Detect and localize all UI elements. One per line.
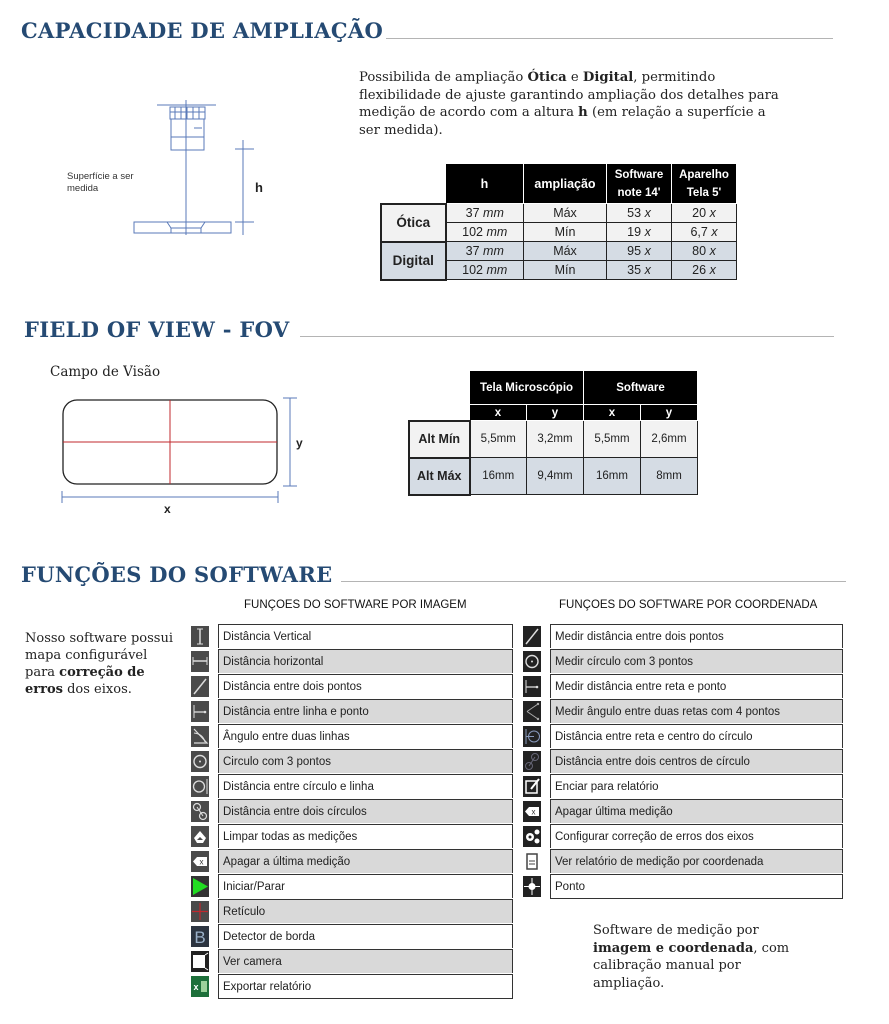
function-item [191,949,513,974]
fov-cell: 16mm [470,458,527,495]
circle-line-distance-icon [191,776,209,797]
function-item [523,674,843,699]
unit: mm [483,244,504,258]
function-label: Ver camera [218,949,513,973]
unit: x [709,244,716,258]
aparelho-cell [672,223,737,242]
function-item [191,674,513,699]
table-row [409,421,698,458]
edge-detector-icon [191,926,209,947]
value: 37 [465,244,480,258]
value: 19 [627,225,642,239]
fov-cell: 16mm [584,458,641,495]
edit-report-icon [523,776,541,797]
function-item [523,874,843,899]
header-text: h [480,176,489,191]
function-label: Distância entre linha e ponto [218,699,513,723]
unit: x [709,263,716,277]
fov-cell: 3,2mm [527,421,584,458]
function-label: Apagar última medição [550,799,843,823]
height-label: h [255,180,263,195]
function-item [191,724,513,749]
section-title-fov: FIELD OF VIEW - FOV [24,317,290,342]
bold-text: h [578,105,588,120]
bold-text: Ótica [527,70,567,85]
unit: mm [486,225,508,239]
header-tela-microscopio: Tela Microscópio [470,371,584,405]
delete-last-icon [191,851,209,872]
ampliacao-cell: Mín [524,261,607,280]
fov-cell: 8mm [641,458,698,495]
function-item [523,774,843,799]
header-text: ampliação [534,176,596,191]
function-label: Medir ângulo entre duas retas com 4 pontos [550,699,843,723]
fov-subtitle: Campo de Visão [50,364,161,380]
delete-last-icon [523,801,541,822]
reticle-icon [191,901,209,922]
ampliacao-cell: Máx [524,242,607,261]
section-title-magnification: CAPACIDADE DE AMPLIAÇÃO [21,18,384,43]
subheader-x: x [470,405,527,421]
line-point-distance-icon [523,676,541,697]
row-label-alt-max: Alt Máx [409,458,470,495]
unit: x [709,206,716,220]
function-label: Distância horizontal [218,649,513,673]
document-icon [523,851,541,872]
table-row [409,458,698,495]
text: , com calibração manual por ampliação. [593,940,790,991]
function-item [523,699,843,724]
ampliacao-cell: Mín [524,223,607,242]
value: 102 [462,225,484,239]
function-label: Distância entre dois círculos [218,799,513,823]
h-cell [446,223,524,242]
fov-cell: 2,6mm [641,421,698,458]
error-correction-note [25,630,175,698]
h-cell [446,242,524,261]
table-row [381,242,737,261]
bold-text: imagem e coordenada [593,940,754,956]
h-cell [446,204,524,223]
camera-view-icon [191,951,209,972]
excel-export-icon [191,976,209,997]
circle-3-points-icon [523,651,541,672]
function-label: Configurar correção de erros dos eixos [550,824,843,848]
function-item [191,699,513,724]
fov-table [408,370,698,496]
line-point-distance-icon [191,701,209,722]
function-label: Distância Vertical [218,624,513,648]
function-item [191,899,513,924]
fov-cell: 5,5mm [584,421,641,458]
function-item [191,824,513,849]
software-cell [607,242,672,261]
function-label: Enciar para relatório [550,774,843,798]
header-text: Software [614,168,664,181]
svg-text:x: x [193,982,199,992]
empty-corner [409,371,470,405]
bold-text: correção de erros [25,665,145,697]
function-item [523,649,843,674]
function-label: Distância entre dois pontos [218,674,513,698]
value: 35 [627,263,642,277]
group-otica: Ótica [381,204,446,242]
function-item [191,874,513,899]
value: 53 [627,206,642,220]
value: 26 [692,263,707,277]
svg-text:x: x [199,857,204,867]
two-points-distance-icon [523,626,541,647]
section-title-software: FUNÇÕES DO SOFTWARE [21,562,333,587]
function-item [523,849,843,874]
subheader-y: y [527,405,584,421]
subheader-x: x [584,405,641,421]
fov-cell: 9,4mm [527,458,584,495]
unit: mm [486,263,508,277]
bold-text: Digital [582,70,634,85]
function-label: Retículo [218,899,513,923]
function-item [191,774,513,799]
two-circle-centers-icon [523,751,541,772]
function-item [523,749,843,774]
coordinate-functions-list [523,624,843,899]
function-item [523,624,843,649]
value: 20 [692,206,707,220]
unit: x [644,225,651,239]
unit: x [644,263,651,277]
surface-label: Superfície a ser medida [67,171,134,194]
fov-x-label: x [164,502,171,516]
function-label: Ângulo entre duas linhas [218,724,513,748]
header-text: Aparelho [679,168,729,181]
play-icon [191,876,209,897]
software-cell [607,261,672,280]
function-item [523,824,843,849]
empty-corner [381,164,446,204]
svg-text:B: B [194,928,206,947]
function-label: Medir círculo com 3 pontos [550,649,843,673]
function-label: Circulo com 3 pontos [218,749,513,773]
header-software: Software [584,371,698,405]
aparelho-cell [672,204,737,223]
text: , permitindo flexibilidade de ajuste garantindo ampliação dos detalhes para medição de acordo com a altura [359,70,779,120]
two-points-distance-icon [191,676,209,697]
header-aparelho [672,164,737,204]
value: 102 [462,263,484,277]
unit: x [644,244,651,258]
text: Possibilida de ampliação [359,70,528,85]
eraser-icon [191,826,209,847]
function-label: Ver relatório de medição por coordenada [550,849,843,873]
coordinate-functions-title: FUNÇOES DO SOFTWARE POR COORDENADA [559,599,818,611]
table-row [381,204,737,223]
h-cell [446,261,524,280]
function-label: Distância entre reta e centro do círculo [550,724,843,748]
software-summary-note [593,922,793,992]
value: 6,7 [690,225,708,239]
text: dos eixos. [62,682,132,697]
subheader-y: y [641,405,698,421]
unit: x [644,206,651,220]
point-icon [523,876,541,897]
section-rule [300,336,834,337]
header-ampliacao [524,164,607,204]
row-label-alt-min: Alt Mín [409,421,470,458]
empty-corner [409,405,470,421]
image-functions-title: FUNÇOES DO SOFTWARE POR IMAGEM [244,599,467,611]
function-label: Ponto [550,874,843,899]
function-item [191,849,513,874]
field-of-view-diagram [40,385,320,520]
svg-text:x: x [531,807,536,817]
ampliacao-cell: Máx [524,204,607,223]
function-label: Medir distância entre dois pontos [550,624,843,648]
software-cell [607,223,672,242]
magnification-table [380,163,737,281]
horizontal-distance-icon [191,651,209,672]
aparelho-cell [672,261,737,280]
function-item [191,749,513,774]
aparelho-cell [672,242,737,261]
section-rule [341,581,846,582]
header-text: Tela 5' [686,186,722,199]
function-item [191,799,513,824]
function-item [191,974,513,999]
function-item [523,724,843,749]
function-label: Limpar todas as medições [218,824,513,848]
unit: mm [483,206,504,220]
image-functions-list [191,624,513,999]
fov-y-label: y [296,436,303,450]
function-item [523,799,843,824]
text: Software de medição por [593,923,759,938]
value: 95 [627,244,642,258]
function-item [191,649,513,674]
circle-3-points-icon [191,751,209,772]
value: 37 [465,206,480,220]
function-label: Medir distância entre reta e ponto [550,674,843,698]
function-label: Iniciar/Parar [218,874,513,898]
function-label: Distância entre círculo e linha [218,774,513,798]
function-label: Distância entre dois centros de círculo [550,749,843,773]
angle-icon [191,726,209,747]
section-rule [386,38,833,39]
gears-icon [523,826,541,847]
line-circle-center-icon [523,726,541,747]
value: 80 [692,244,707,258]
text: Nosso software possui mapa configurável para [25,631,173,680]
group-digital: Digital [381,242,446,280]
software-cell [607,204,672,223]
vertical-distance-icon [191,626,209,647]
function-item [191,624,513,649]
unit: x [711,225,718,239]
header-software [607,164,672,204]
function-label: Exportar relatório [218,974,513,999]
angle-4-points-icon [523,701,541,722]
function-label: Apagar a última medição [218,849,513,873]
text: e [566,70,583,85]
magnification-description [359,69,789,139]
two-circles-distance-icon [191,801,209,822]
text: (em relação a superfície a ser medida). [359,105,766,138]
header-text: note 14' [617,186,661,199]
function-item [191,924,513,949]
header-h [446,164,524,204]
function-label: Detector de borda [218,924,513,948]
fov-cell: 5,5mm [470,421,527,458]
